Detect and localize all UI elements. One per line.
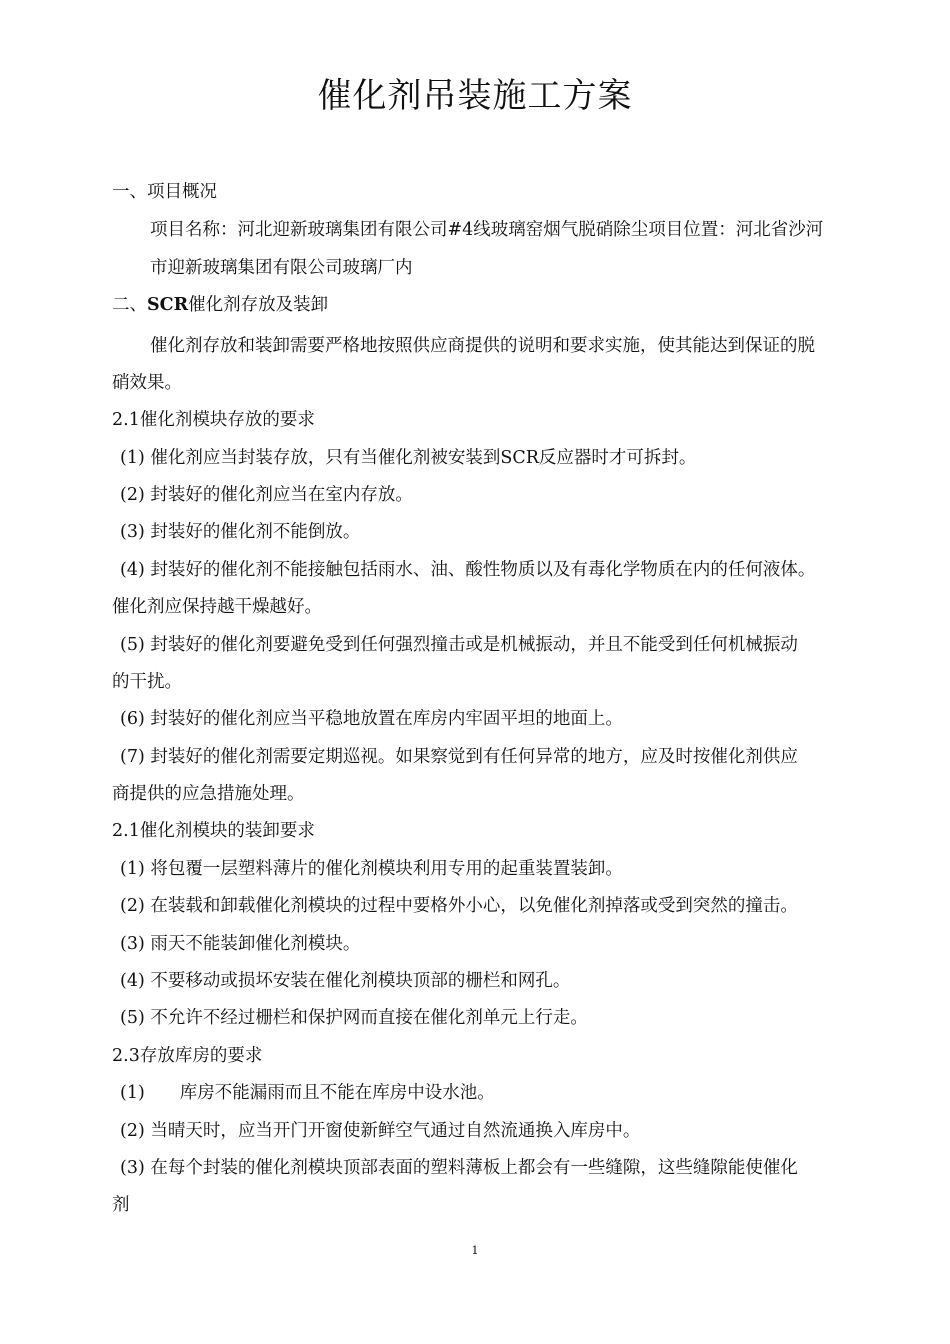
paragraph-line: 项目名称：河北迎新玻璃集团有限公司#4线玻璃窑烟气脱硝除尘项目位置：河北省沙河 (150, 220, 824, 240)
list-item: (1) 库房不能漏雨而且不能在库房中设水池。 (120, 1083, 495, 1103)
list-item: (6) 封装好的催化剂应当平稳地放置在库房内牢固平坦的地面上。 (120, 709, 623, 729)
list-item: (3) 封装好的催化剂不能倒放。 (120, 522, 361, 542)
list-item: (5) 不允许不经过栅栏和保护网而直接在催化剂单元上行走。 (120, 1008, 588, 1028)
document-title: 催化剂吊装施工方案 (317, 76, 633, 116)
list-item: (4) 不要移动或损坏安装在催化剂模块顶部的栅栏和网孔。 (120, 971, 571, 991)
paragraph-line: 催化剂存放和装卸需要严格地按照供应商提供的说明和要求实施，使其能达到保证的脱 (150, 336, 815, 356)
list-item: (3) 在每个封装的催化剂模块顶部表面的塑料薄板上都会有一些缝隙，这些缝隙能使催化 (120, 1158, 798, 1178)
section-heading-bold: SCR (147, 295, 189, 315)
list-item-continuation: 商提供的应急措施处理。 (112, 784, 305, 804)
subsection-heading: 2.3存放库房的要求 (112, 1046, 263, 1066)
paragraph-line: 市迎新玻璃集团有限公司玻璃厂内 (150, 258, 413, 278)
subsection-heading: 2.1催化剂模块存放的要求 (112, 410, 315, 430)
list-item: (5) 封装好的催化剂要避免受到任何强烈撞击或是机械振动，并且不能受到任何机械振动 (120, 635, 798, 655)
list-item: (2) 封装好的催化剂应当在室内存放。 (120, 485, 413, 505)
list-item-continuation: 催化剂应保持越干燥越好。 (112, 597, 322, 617)
subsection-heading: 2.1催化剂模块的装卸要求 (112, 821, 315, 841)
section-heading-prefix: 二、 (112, 295, 147, 315)
list-item-continuation: 的干扰。 (112, 672, 182, 692)
paragraph-line: 硝效果。 (112, 373, 182, 393)
list-item-continuation: 剂 (112, 1195, 130, 1215)
list-item: (4) 封装好的催化剂不能接触包括雨水、油、酸性物质以及有毒化学物质在内的任何液体。 (120, 560, 816, 580)
list-item: (1) 将包覆一层塑料薄片的催化剂模块利用专用的起重装置装卸。 (120, 859, 623, 879)
section-heading: 一、项目概况 (112, 182, 217, 202)
section-heading (112, 292, 328, 318)
page-number: 1 (471, 1244, 479, 1257)
section-heading-rest: 催化剂存放及装卸 (188, 295, 329, 315)
list-item: (3) 雨天不能装卸催化剂模块。 (120, 934, 361, 954)
list-item: (2) 在装载和卸载催化剂模块的过程中要格外小心，以免催化剂掉落或受到突然的撞击。 (120, 896, 798, 916)
list-item: (1) 催化剂应当封装存放，只有当催化剂被安装到SCR反应器时才可拆封。 (120, 448, 697, 468)
list-item: (7) 封装好的催化剂需要定期巡视。如果察觉到有任何异常的地方，应及时按催化剂供应 (120, 747, 798, 767)
list-item: (2) 当晴天时，应当开门开窗使新鲜空气通过自然流通换入库房中。 (120, 1121, 641, 1141)
